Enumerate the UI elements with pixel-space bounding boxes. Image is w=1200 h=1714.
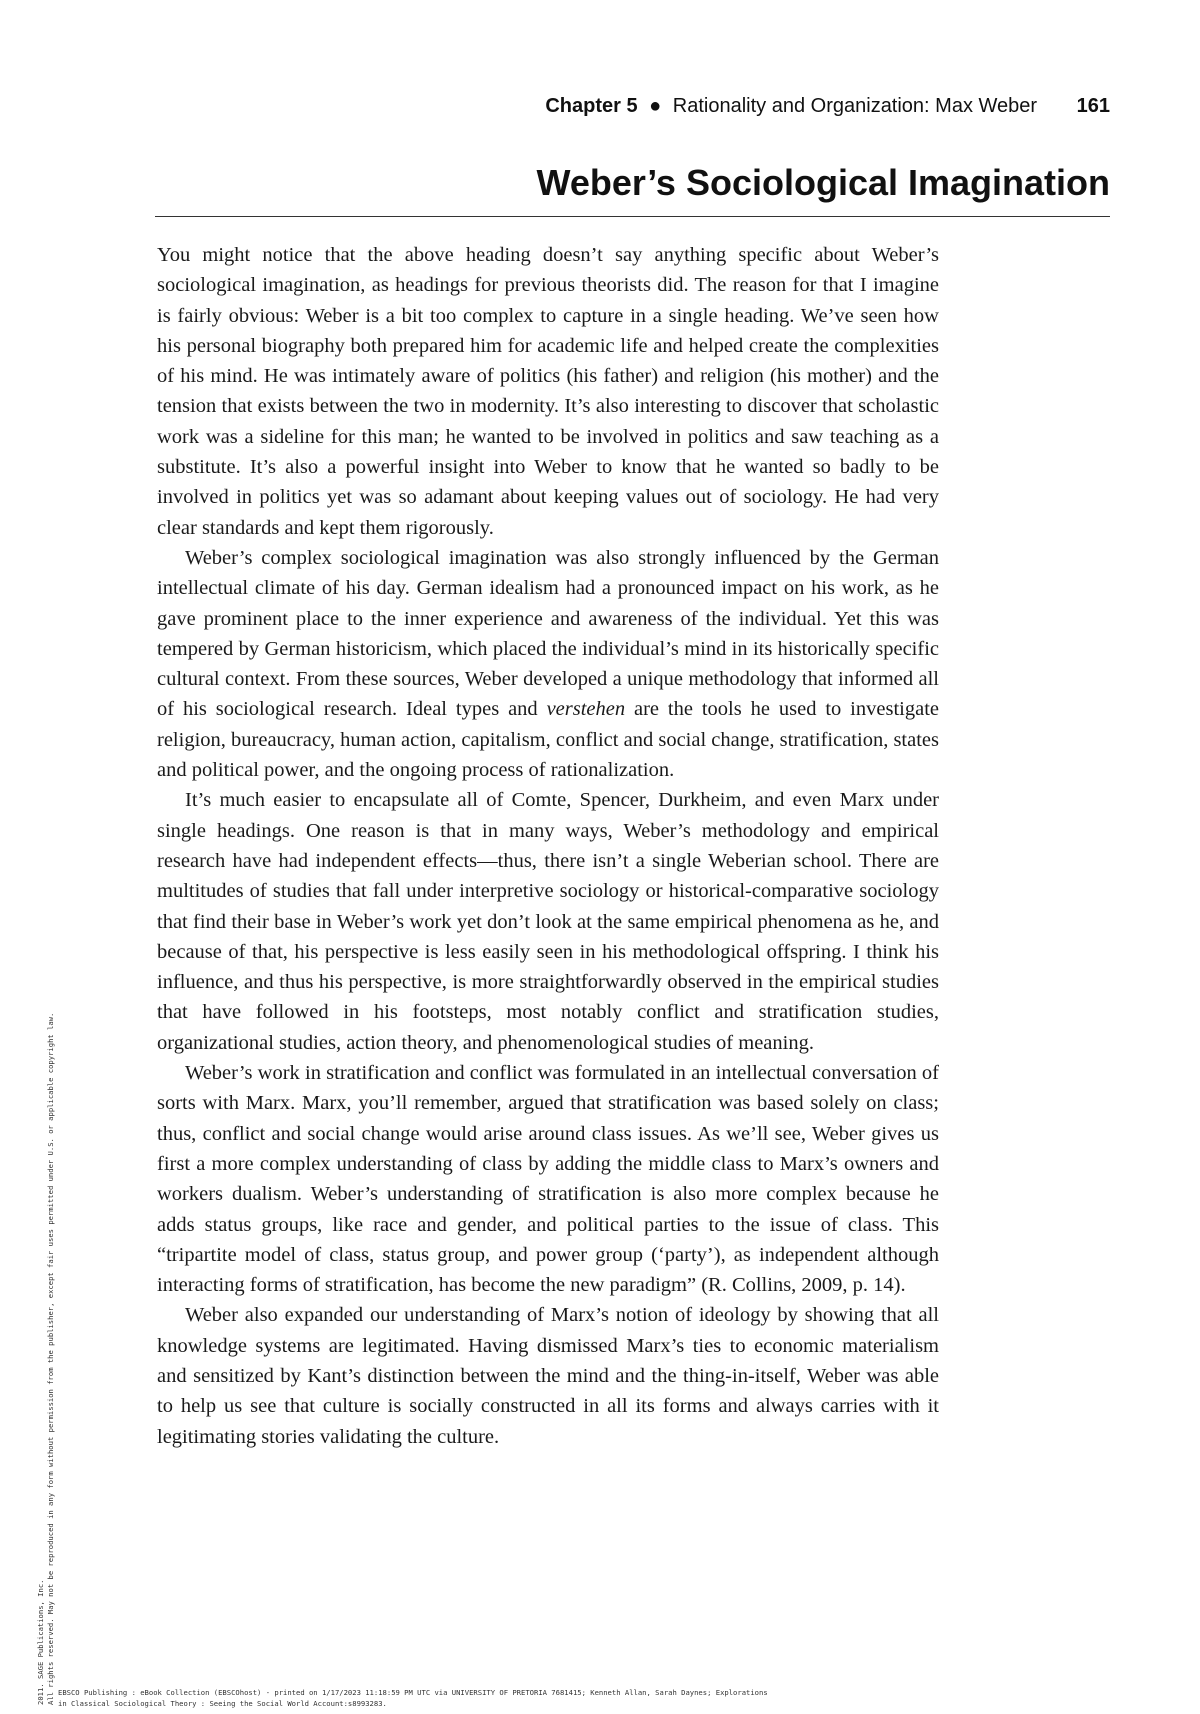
footer-line-1: EBSCO Publishing : eBook Collection (EBSCOhost) - printed on 1/17/2023 11:18:59 PM UTC via UNIVERSITY OF PRETORIA 7681415; Kenneth Allan, Sarah Daynes; Explorations <box>58 1688 768 1697</box>
section-title: Weber’s Sociological Imagination <box>536 162 1110 203</box>
paragraph-2-emphasis: verstehen <box>546 698 626 721</box>
copyright-line-2: All rights reserved. May not be reproduced in any form without permission from the publisher, except fair uses permitted under U.S. or applicable copyright law. <box>46 1012 55 1705</box>
copyright-line-1: 2011. SAGE Publications, Inc. <box>36 1579 45 1705</box>
page-number: 161 <box>1076 95 1110 117</box>
title-rule <box>155 216 1110 217</box>
paragraph-4: Weber’s work in stratification and conflict was formulated in an intellectual conversation of sorts with Marx. Marx, you’ll remember, argued that stratification was based solely on class; thus, conflict and social change would arise around class issues. As we’ll see, Weber gives us first a more complex understanding of class by adding the middle class to Marx’s owners and workers dualism. Weber’s understanding of stratification is also more complex because he adds status groups, like race and gender, and political parties to the issue of class. This “tripartite model of class, status group, and power group (‘party’), as independent although interacting forms of stratification, has become the new paradigm” (R. Collins, 2009, p. 14). <box>157 1062 939 1297</box>
running-head <box>545 95 1110 118</box>
paragraph-3: It’s much easier to encapsulate all of Comte, Spencer, Durkheim, and even Marx under single headings. One reason is that in many ways, Weber’s methodology and empirical research have had independent effects—thus, there isn’t a single Weberian school. There are multitudes of studies that fall under interpretive sociology or historical-comparative sociology that find their base in Weber’s work yet don’t look at the same empirical phenomena as he, and because of that, his perspective is less easily seen in his methodological offspring. I think his influence, and thus his perspective, is more straightforwardly observed in the empirical studies that have followed in his footsteps, most notably conflict and stratification studies, organizational studies, action theory, and phenomenological studies of meaning. <box>157 789 939 1054</box>
paragraph-2 <box>157 543 939 785</box>
body-text <box>157 240 939 1452</box>
paragraph-1: You might notice that the above heading doesn’t say anything specific about Weber’s sociological imagination, as headings for previous theorists did. The reason for that I imagine is fairly obvious: Weber is a bit too complex to capture in a single heading. We’ve seen how his personal biography both prepared him for academic life and helped create the complexities of his mind. He was intimately aware of politics (his father) and religion (his mother) and the tension that exists between the two in modernity. It’s also interesting to discover that scholastic work was a sideline for this man; he wanted to be involved in politics and saw teaching as a substitute. It’s also a powerful insight into Weber to know that he wanted so badly to be involved in politics yet was so adamant about keeping values out of sociology. He had very clear standards and kept them rigorously. <box>157 244 939 539</box>
chapter-label: Chapter 5 <box>545 95 638 117</box>
chapter-title: Rationality and Organization: Max Weber <box>672 95 1038 117</box>
paragraph-5: Weber also expanded our understanding of Marx’s notion of ideology by showing that all knowledge systems are legitimated. Having dismissed Marx’s ties to economic materialism and sensitized by Kant’s distinction between the mind and the thing-in-itself, Weber was able to help us see that culture is socially constructed in all its forms and always carries with it legitimating stories validating the culture. <box>157 1304 939 1448</box>
paragraph-2-part-a: Weber’s complex sociological imagination was also strongly influenced by the German intellectual climate of his day. German idealism had a pronounced impact on his work, as he gave prominent place to the inner experience and awareness of the individual. Yet this was tempered by German historicism, which placed the individual’s mind in its historically specific cultural context. From these sources, Weber developed a unique methodology that informed all of his sociological research. Ideal types and <box>157 546 939 721</box>
bullet-icon: ● <box>649 95 662 117</box>
paragraph-2-part-b: are the tools he used to investigate religion, bureaucracy, human action, capitalism, conflict and social change, stratification, states and political power, and the ongoing process of rationalization. <box>157 698 939 782</box>
footer-line-2: in Classical Sociological Theory : Seeing the Social World Account:s8993283. <box>58 1699 387 1708</box>
copyright-side-notice <box>36 1013 56 1705</box>
ebsco-footer-notice <box>58 1687 768 1709</box>
